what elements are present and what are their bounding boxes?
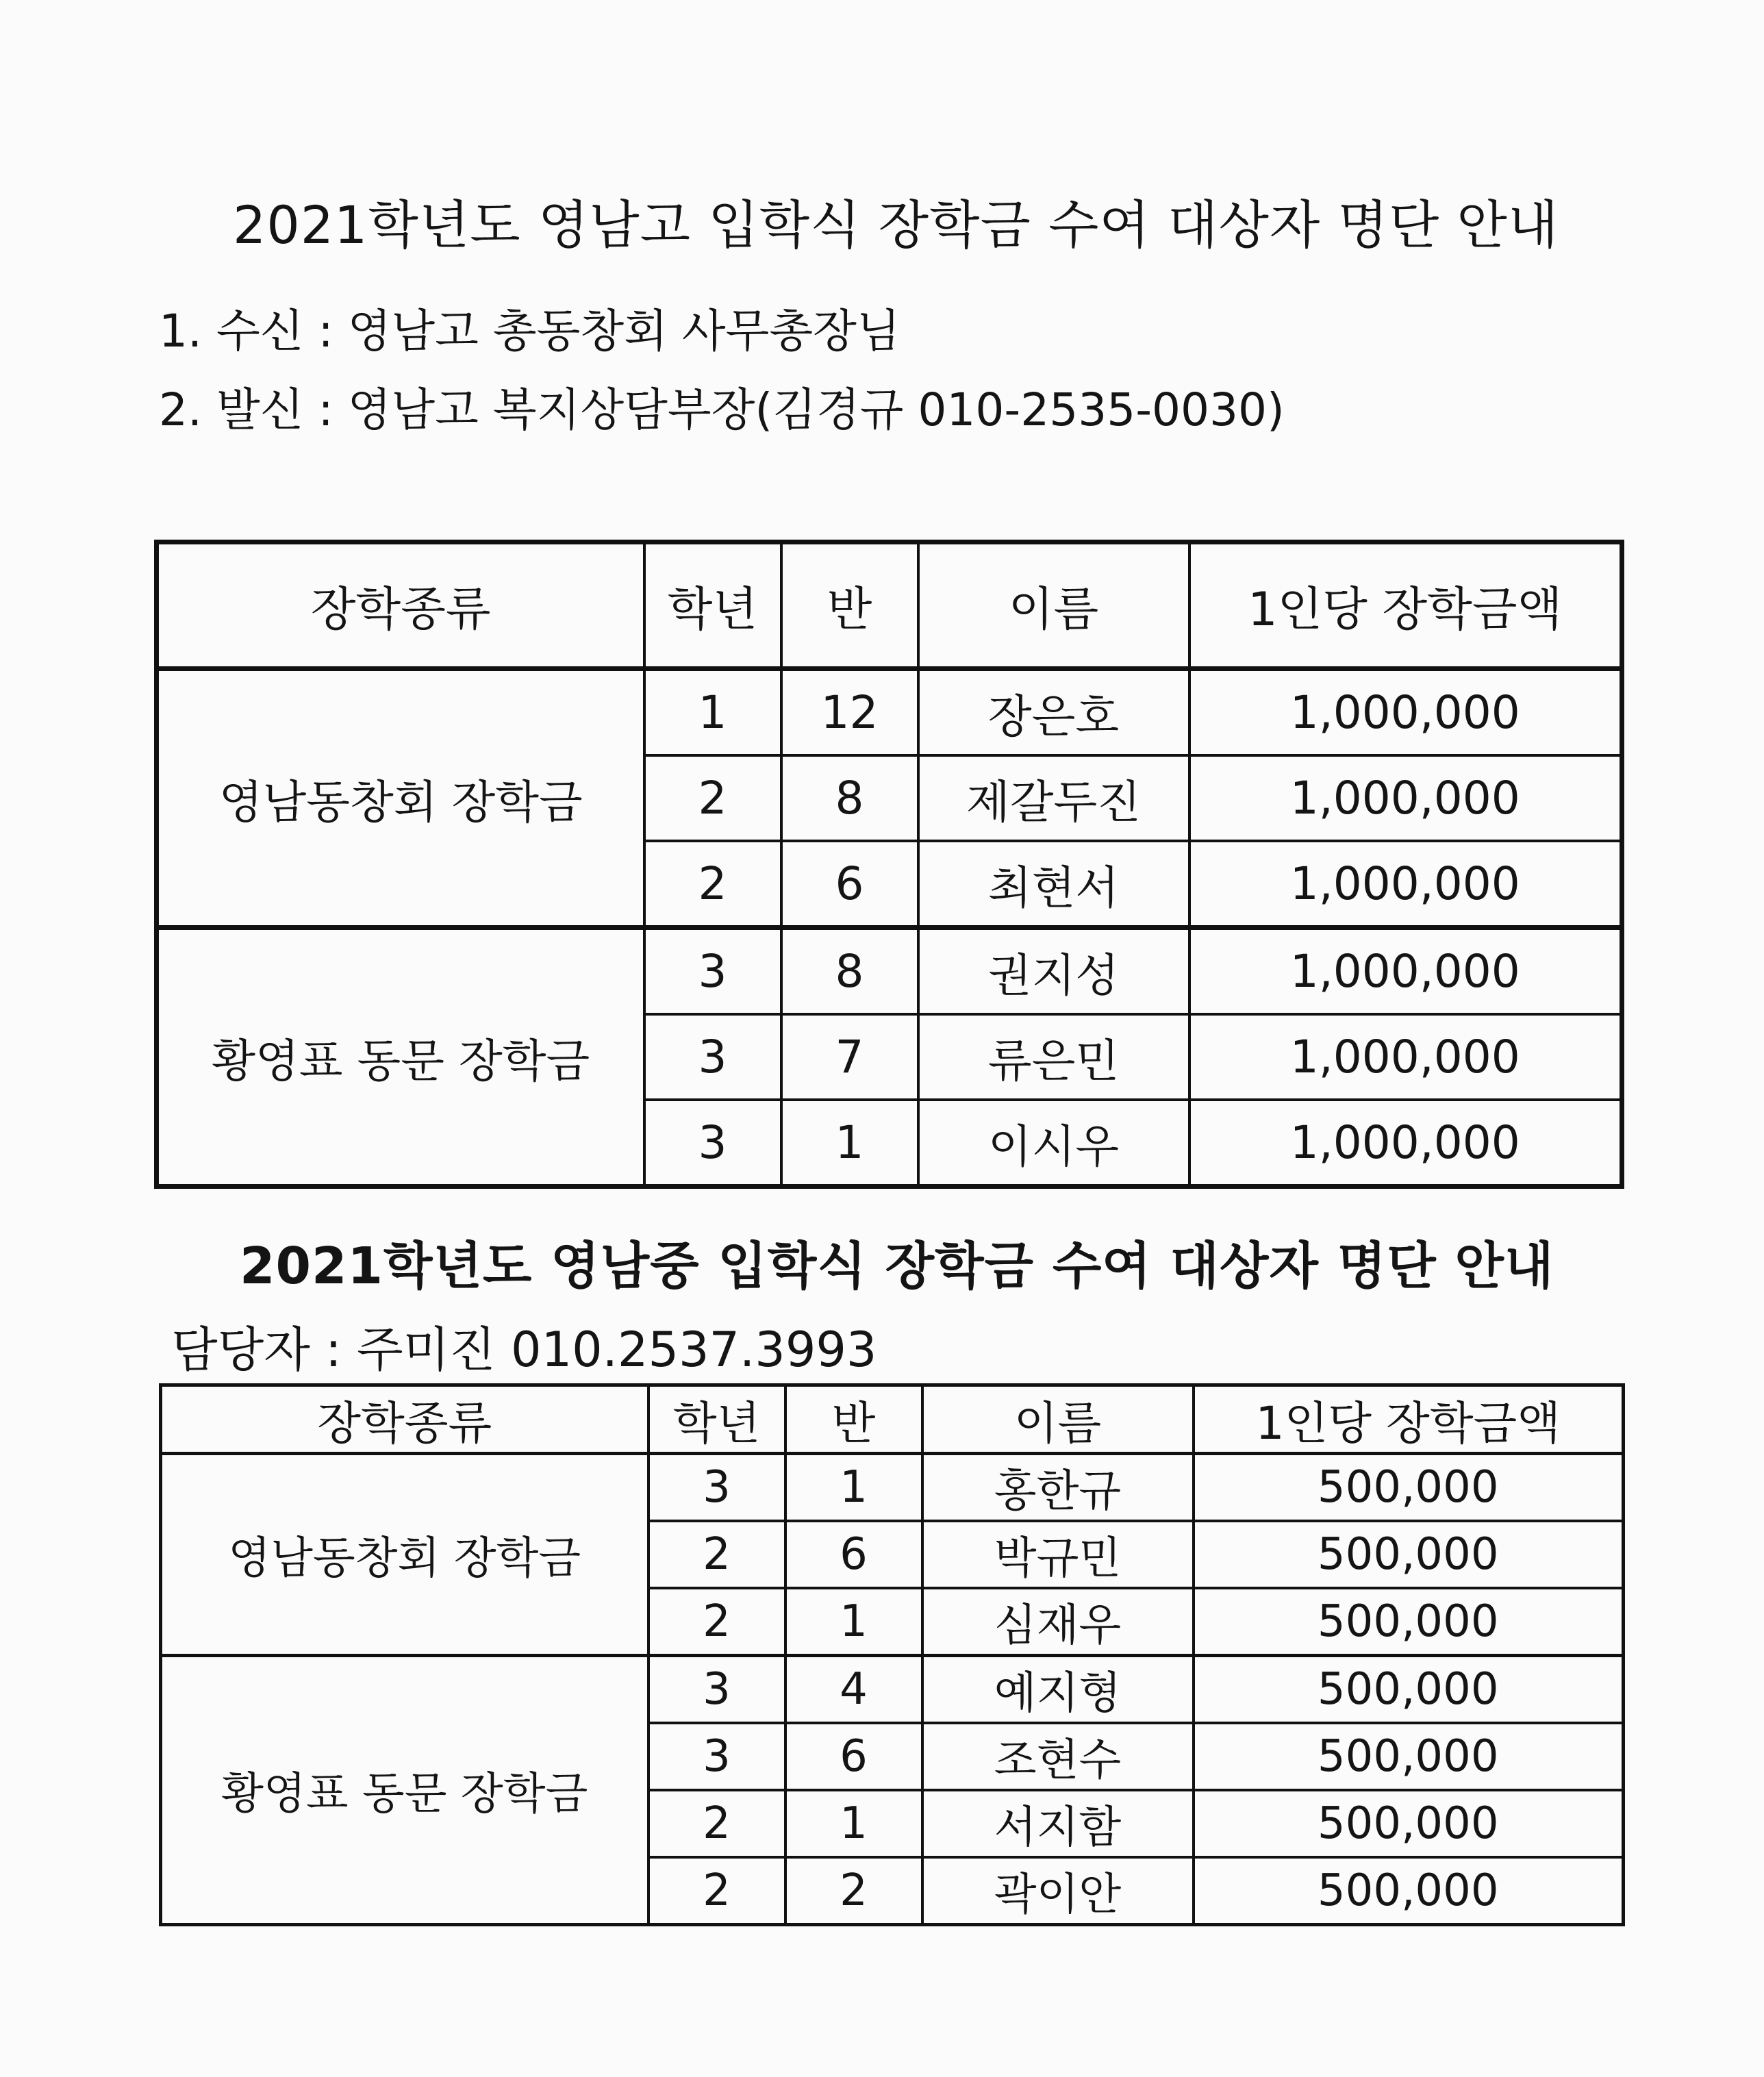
scholarship-type-cell: 영남동창회 장학금 [157, 669, 644, 928]
doc1-sender-line: 2. 발신 : 영남고 복지상담부장(김경규 010-2535-0030) [159, 383, 1285, 436]
grade-cell: 1 [644, 669, 781, 756]
student-name-cell: 권지성 [918, 928, 1189, 1015]
grade-cell: 3 [644, 1100, 781, 1187]
grade-cell: 3 [644, 928, 781, 1015]
grade-cell: 3 [648, 1656, 785, 1724]
student-name-cell: 서지함 [922, 1790, 1194, 1857]
amount-cell: 500,000 [1194, 1857, 1624, 1925]
student-name-cell: 곽이안 [922, 1857, 1194, 1925]
class-cell: 4 [785, 1656, 922, 1724]
scholarship-type-cell: 황영표 동문 장학금 [161, 1656, 648, 1925]
class-cell: 1 [785, 1790, 922, 1857]
student-name-cell: 최현서 [918, 841, 1189, 928]
grade-cell: 2 [648, 1790, 785, 1857]
table-row [157, 669, 1622, 756]
amount-cell: 500,000 [1194, 1454, 1624, 1522]
student-name-cell: 제갈두진 [918, 755, 1189, 841]
class-cell: 8 [781, 755, 918, 841]
amount-cell: 1,000,000 [1189, 1014, 1622, 1100]
grade-cell: 2 [644, 755, 781, 841]
class-cell: 2 [785, 1857, 922, 1925]
class-cell: 1 [785, 1588, 922, 1656]
class-cell: 6 [781, 841, 918, 928]
scholarship-type-cell: 황영표 동문 장학금 [157, 928, 644, 1187]
class-cell: 6 [785, 1723, 922, 1790]
header-class: 반 [785, 1385, 922, 1454]
doc2-title: 2021학년도 영남중 입학식 장학금 수여 대상자 명단 안내 [240, 1237, 1554, 1296]
header-scholarship-type: 장학종류 [161, 1385, 648, 1454]
table-row [157, 928, 1622, 1015]
student-name-cell: 홍한규 [922, 1454, 1194, 1522]
grade-cell: 2 [648, 1521, 785, 1588]
table-header-row [157, 542, 1622, 669]
grade-cell: 3 [648, 1454, 785, 1522]
class-cell: 8 [781, 928, 918, 1015]
doc2-scholarship-table [159, 1383, 1625, 1926]
grade-cell: 3 [644, 1014, 781, 1100]
class-cell: 6 [785, 1521, 922, 1588]
amount-cell: 500,000 [1194, 1588, 1624, 1656]
grade-cell: 2 [644, 841, 781, 928]
table-header-row [161, 1385, 1624, 1454]
class-cell: 7 [781, 1014, 918, 1100]
amount-cell: 1,000,000 [1189, 669, 1622, 756]
class-cell: 1 [785, 1454, 922, 1522]
grade-cell: 3 [648, 1723, 785, 1790]
class-cell: 1 [781, 1100, 918, 1187]
amount-cell: 500,000 [1194, 1656, 1624, 1724]
student-name-cell: 심재우 [922, 1588, 1194, 1656]
doc1-title: 2021학년도 영남고 입학식 장학금 수여 대상자 명단 안내 [233, 194, 1559, 255]
class-cell: 12 [781, 669, 918, 756]
amount-cell: 1,000,000 [1189, 928, 1622, 1015]
header-grade: 학년 [648, 1385, 785, 1454]
table-row [161, 1656, 1624, 1724]
header-grade: 학년 [644, 542, 781, 669]
header-name: 이름 [918, 542, 1189, 669]
header-amount: 1인당 장학금액 [1194, 1385, 1624, 1454]
grade-cell: 2 [648, 1857, 785, 1925]
scholarship-type-cell: 영남동창회 장학금 [161, 1454, 648, 1656]
doc1-recipient-line: 1. 수신 : 영남고 총동창회 사무총장님 [159, 305, 900, 357]
amount-cell: 1,000,000 [1189, 1100, 1622, 1187]
student-name-cell: 예지형 [922, 1656, 1194, 1724]
amount-cell: 1,000,000 [1189, 755, 1622, 841]
amount-cell: 500,000 [1194, 1723, 1624, 1790]
header-class: 반 [781, 542, 918, 669]
student-name-cell: 류은민 [918, 1014, 1189, 1100]
student-name-cell: 이시우 [918, 1100, 1189, 1187]
amount-cell: 500,000 [1194, 1521, 1624, 1588]
doc2-contact-line: 담당자 : 주미진 010.2537.3993 [171, 1322, 877, 1378]
student-name-cell: 박규민 [922, 1521, 1194, 1588]
grade-cell: 2 [648, 1588, 785, 1656]
amount-cell: 500,000 [1194, 1790, 1624, 1857]
doc1-scholarship-table [154, 540, 1624, 1189]
table-row [161, 1454, 1624, 1522]
amount-cell: 1,000,000 [1189, 841, 1622, 928]
student-name-cell: 조현수 [922, 1723, 1194, 1790]
student-name-cell: 장은호 [918, 669, 1189, 756]
header-name: 이름 [922, 1385, 1194, 1454]
header-scholarship-type: 장학종류 [157, 542, 644, 669]
header-amount: 1인당 장학금액 [1189, 542, 1622, 669]
